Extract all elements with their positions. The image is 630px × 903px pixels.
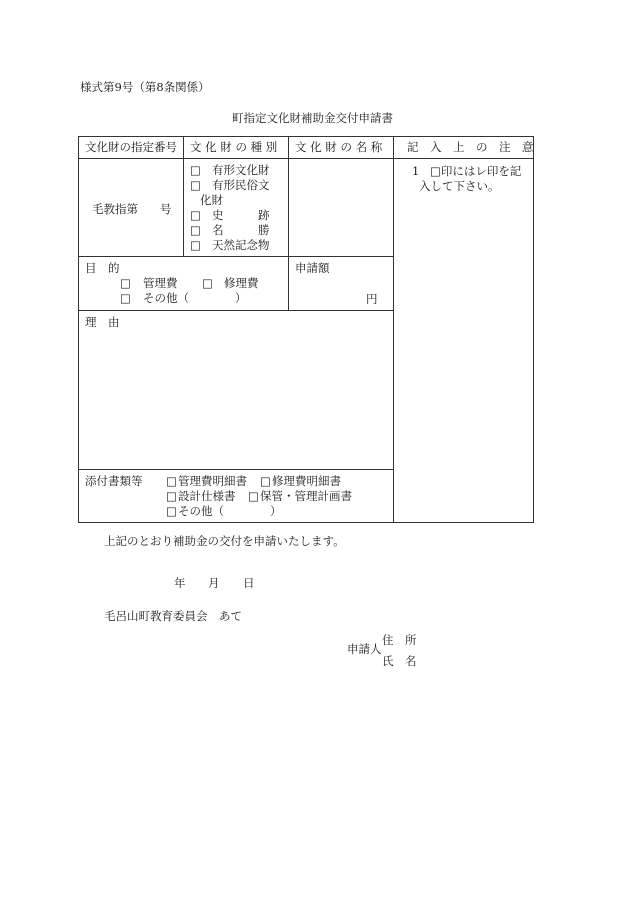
purpose-label: 目 的 — [85, 261, 120, 275]
attachment-repair-cost-statement: 修理費明細書 — [272, 474, 341, 488]
designation-number-field[interactable] — [140, 200, 158, 218]
amount-unit: 円 — [366, 292, 378, 306]
amount-field[interactable] — [295, 280, 360, 304]
header-property-name: 文 化 財 の 名 称 — [295, 140, 383, 154]
checkbox-design-specifications[interactable] — [166, 491, 177, 503]
reason-label: 理 由 — [85, 315, 120, 329]
checkbox-repair-cost[interactable] — [202, 278, 213, 290]
checkbox-purpose-other[interactable] — [120, 293, 131, 305]
checkbox-historic-site[interactable] — [190, 210, 201, 222]
category-scenic-beauty: 名 勝 — [212, 223, 270, 237]
checkbox-scenic-beauty[interactable] — [190, 225, 201, 237]
applicant-name-label: 氏 名 — [382, 654, 417, 668]
category-historic-site: 史 跡 — [212, 208, 270, 222]
amount-label: 申請額 — [295, 261, 330, 275]
designation-prefix: 毛教指第 — [92, 202, 138, 216]
checkbox-management-cost[interactable] — [120, 278, 131, 290]
attachments-label: 添付書類等 — [85, 474, 143, 488]
category-tangible-folk-property-line1: 有形民俗文 — [212, 178, 270, 192]
purpose-other: その他（ ） — [143, 291, 247, 305]
applicant-address-label: 住 所 — [382, 633, 417, 647]
attachment-storage-management-plan: 保管・管理計画書 — [260, 489, 352, 503]
checkbox-natural-monument[interactable] — [190, 240, 201, 252]
notes-line-1: □印にはレ印を記 — [430, 164, 522, 178]
application-statement: 上記のとおり補助金の交付を申請いたします。 — [104, 534, 345, 548]
header-category: 文 化 財 の 種 別 — [190, 140, 278, 154]
category-tangible-folk-property-line2: 化財 — [200, 193, 223, 207]
checkbox-tangible-folk-property[interactable] — [190, 180, 201, 192]
form-number: 様式第9号（第8条関係） — [80, 80, 210, 94]
attachment-design-specifications: 設計仕様書 — [178, 489, 236, 503]
attachment-management-cost-statement: 管理費明細書 — [178, 474, 247, 488]
header-designation-number: 文化財の指定番号 — [85, 140, 177, 154]
category-natural-monument: 天然記念物 — [212, 238, 270, 252]
form-title: 町指定文化財補助金交付申請書 — [232, 111, 393, 125]
purpose-management-cost: 管理費 — [143, 276, 178, 290]
category-tangible-cultural-property: 有形文化財 — [212, 163, 270, 177]
checkbox-attachment-other[interactable] — [166, 506, 177, 518]
purpose-repair-cost: 修理費 — [224, 276, 259, 290]
notes-line-2: 入して下さい。 — [419, 179, 500, 193]
attachment-other: その他（ ） — [178, 504, 282, 518]
checkbox-tangible-cultural-property[interactable] — [190, 165, 201, 177]
notes-number: 1 — [412, 164, 420, 178]
date-year-label: 年 — [174, 576, 186, 590]
date-day-label: 日 — [243, 576, 255, 590]
addressee: 毛呂山町教育委員会 あて — [104, 609, 242, 623]
applicant-label: 申請人 — [347, 642, 382, 656]
checkbox-repair-cost-statement[interactable] — [260, 476, 271, 488]
reason-field[interactable] — [80, 334, 392, 468]
date-month-label: 月 — [208, 576, 220, 590]
checkbox-storage-management-plan[interactable] — [248, 491, 259, 503]
checkbox-management-cost-statement[interactable] — [166, 476, 177, 488]
header-notes: 記 入 上 の 注 意 — [407, 140, 534, 154]
designation-suffix: 号 — [160, 202, 172, 216]
property-name-field[interactable] — [290, 160, 392, 255]
